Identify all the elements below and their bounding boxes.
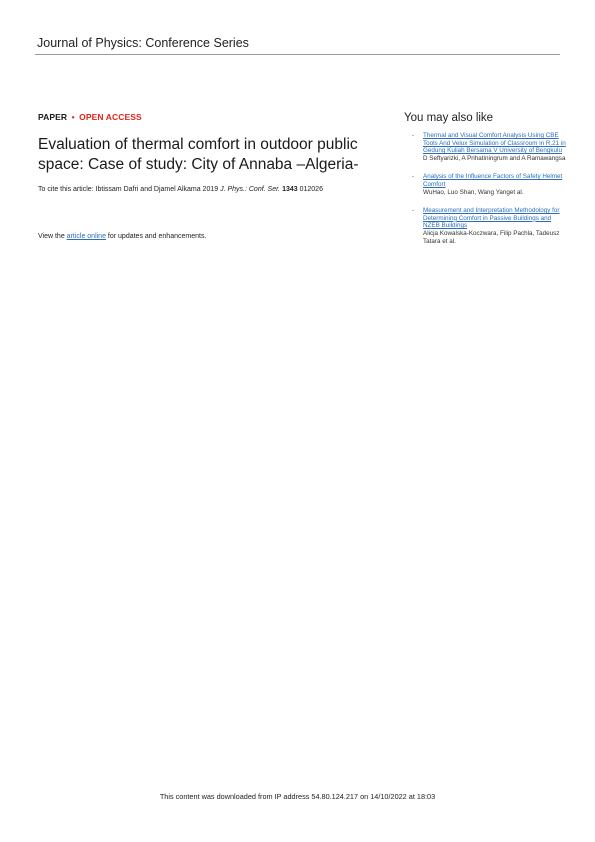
- citation-prefix: To cite this article: Ibtissam Dafri and Djamel Alkama 2019: [38, 186, 221, 193]
- open-access-badge: OPEN ACCESS: [79, 112, 142, 122]
- list-bullet: -: [412, 132, 415, 139]
- paper-label-text: PAPER: [38, 112, 68, 122]
- related-article-authors: D Seftyarizki, A Prihatiningrum and A Ramawangsa: [423, 154, 566, 162]
- paper-type-label: [38, 112, 142, 122]
- article-title: Evaluation of thermal comfort in outdoor public space: Case of study: City of Annaba –Algeria-: [38, 136, 359, 173]
- citation-line: [38, 186, 383, 193]
- list-bullet: -: [412, 207, 415, 215]
- related-article-link[interactable]: Analysis of the Influence Factors of Safety Helmet Comfort: [423, 173, 563, 188]
- citation-journal: J. Phys.: Conf. Ser.: [220, 186, 281, 193]
- label-separator: •: [71, 112, 75, 122]
- related-article-link[interactable]: Measurement and Interpretation Methodology for Determining Comfort in Passive Buildings and NZEB Buildings: [423, 207, 560, 230]
- citation-volume: 1343: [282, 186, 298, 193]
- related-article-item: [412, 207, 568, 245]
- view-suffix: for updates and enhancements.: [105, 233, 207, 240]
- download-footer: This content was downloaded from IP address 54.80.124.217 on 14/10/2022 at 18:03: [159, 792, 436, 801]
- view-article-line: [38, 233, 206, 240]
- list-bullet: -: [412, 173, 415, 181]
- header-divider: [35, 54, 560, 55]
- related-article-authors: WuHao, Luo Shan, Wang Yanget al.: [423, 188, 524, 196]
- article-online-link[interactable]: article online: [66, 233, 106, 240]
- citation-number: 012026: [297, 186, 323, 193]
- related-article-item: [412, 173, 568, 196]
- related-article-link[interactable]: Thermal and Visual Comfort Analysis Using CBE Tools And Velux Simulation of Classroom in R.21 in Gedung Kuliah Bersama V University of Bengkulu: [423, 132, 566, 155]
- journal-header: Journal of Physics: Conference Series: [37, 36, 249, 50]
- view-prefix: View the: [38, 233, 67, 240]
- related-articles-heading: You may also like: [404, 112, 494, 124]
- related-article-authors: Alicja Kowalska-Koczwara, Filip Pachla, Tadeusz Tatara et al.: [423, 229, 560, 245]
- related-article-item: [412, 132, 568, 162]
- related-articles-list: [412, 132, 568, 256]
